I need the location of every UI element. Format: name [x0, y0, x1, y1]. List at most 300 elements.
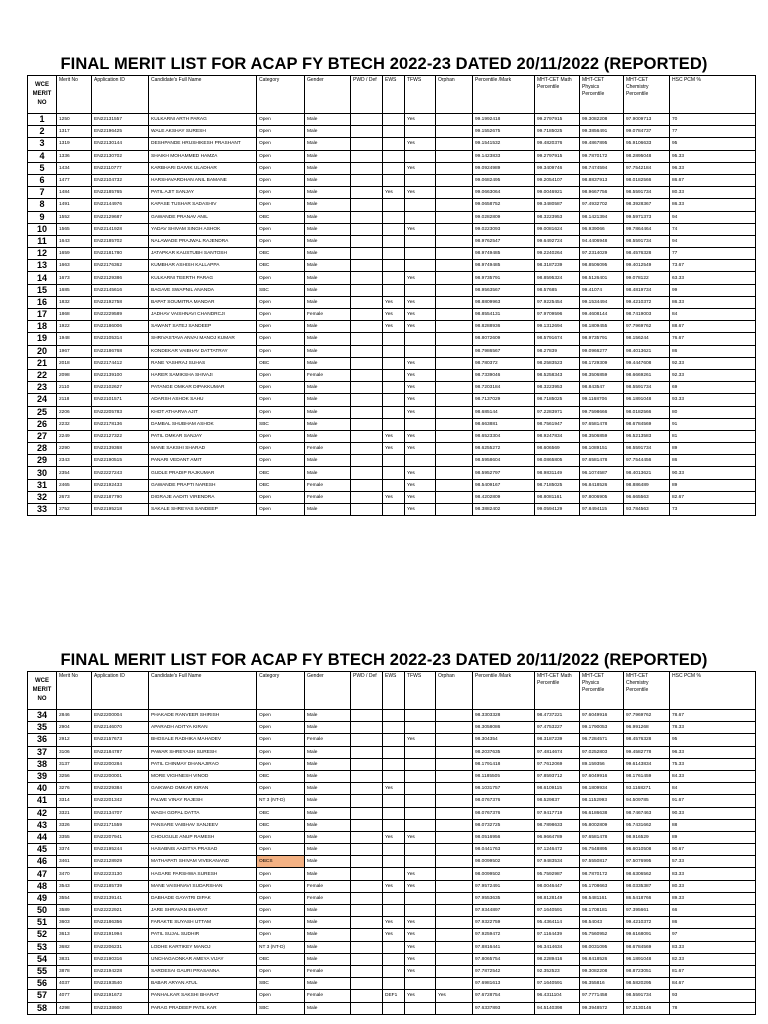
table-row [28, 406, 756, 418]
orphan-cell [436, 722, 473, 734]
tfws-cell [405, 235, 436, 247]
orphan-cell [436, 734, 473, 746]
pwd-cell [351, 491, 383, 503]
ews-cell [383, 807, 405, 819]
merit-no-cell: 3321 [57, 807, 92, 819]
chemistry-percentile-cell: 98.5591734 [624, 990, 670, 1002]
chemistry-percentile-cell: 97.7542184 [624, 162, 670, 174]
ews-cell [383, 199, 405, 211]
wce-merit-no-cell: 58 [28, 1002, 57, 1014]
category-cell: Open [257, 406, 305, 418]
math-percentile-cell: 97.1164439 [535, 929, 580, 941]
chemistry-percentile-cell: 98.5591734 [624, 443, 670, 455]
chemistry-percentile-cell: 99.4582778 [624, 746, 670, 758]
col-header-hsc: HSC PCM % [670, 76, 756, 114]
table-row [28, 758, 756, 770]
pwd-cell [351, 929, 383, 941]
tfws-cell: Yes [405, 138, 436, 150]
gender-cell: Male [305, 260, 351, 272]
wce-merit-no-cell: 18 [28, 321, 57, 333]
table-row [28, 333, 756, 345]
orphan-cell [436, 479, 473, 491]
math-percentile-cell: 96.4311104 [535, 990, 580, 1002]
orphan-cell [436, 467, 473, 479]
ews-cell [383, 174, 405, 186]
pwd-cell [351, 199, 383, 211]
application-id-cell: EN22223130 [92, 868, 149, 880]
category-cell: Open [257, 333, 305, 345]
pwd-cell [351, 430, 383, 442]
application-id-cell: EN22192758 [92, 296, 149, 308]
application-id-cell: EN22102627 [92, 382, 149, 394]
orphan-cell [436, 357, 473, 369]
pwd-cell [351, 978, 383, 990]
pwd-cell [351, 150, 383, 162]
pwd-cell [351, 722, 383, 734]
col-header-percentile: Percentile /Mark [473, 76, 535, 114]
name-cell: DABHADE GAYATRI DIPAK [149, 892, 257, 904]
tfws-cell [405, 783, 436, 795]
table-row [28, 309, 756, 321]
orphan-cell [436, 807, 473, 819]
application-id-cell: EN22200004 [92, 710, 149, 722]
percentile-cell: 98.0441763 [473, 844, 535, 856]
physics-percentile-cell: 97.6049916 [580, 710, 624, 722]
wce-merit-no-cell: 40 [28, 783, 57, 795]
name-cell: BAPAT SOUMITRA MANDAR [149, 296, 257, 308]
gender-cell: Male [305, 455, 351, 467]
application-id-cell: EN22191672 [92, 990, 149, 1002]
gender-cell: Male [305, 770, 351, 782]
name-cell: KULKARNI ARTH PARAG [149, 114, 257, 126]
tfws-cell [405, 844, 436, 856]
name-cell: APARADH ADITYA KIRAN [149, 722, 257, 734]
tfws-cell [405, 795, 436, 807]
pwd-cell [351, 138, 383, 150]
merit-no-cell: 3682 [57, 941, 92, 953]
ews-cell: DEF1 [383, 990, 405, 1002]
percentile-cell: 99.1552675 [473, 126, 535, 138]
col-header-math: MHT-CET Math Percentile [535, 76, 580, 114]
tfws-cell: Yes [405, 272, 436, 284]
gender-cell: Female [305, 491, 351, 503]
merit-no-cell: 1868 [57, 309, 92, 321]
chemistry-percentile-cell: 98.3928367 [624, 199, 670, 211]
col-header-physics: MHT-CET Physics Percentile [580, 672, 624, 710]
ews-cell [383, 248, 405, 260]
percentile-cell: 99.1992418 [473, 114, 535, 126]
table-row [28, 418, 756, 430]
gender-cell: Male [305, 1002, 351, 1014]
col-header-name: Candidate's Full Name [149, 76, 257, 114]
percentile-cell: 98.7986567 [473, 345, 535, 357]
physics-percentile-cell: 98.7474594 [580, 162, 624, 174]
percentile-cell: 98.663881 [473, 418, 535, 430]
gender-cell: Male [305, 953, 351, 965]
percentile-cell: 98.5409167 [473, 479, 535, 491]
ews-cell [383, 795, 405, 807]
math-percentile-cell: 98.9831149 [535, 467, 580, 479]
gender-cell: Female [305, 309, 351, 321]
chemistry-percentile-cell: 98.4819734 [624, 284, 670, 296]
gender-cell: Male [305, 211, 351, 223]
math-percentile-cell: 98.7898633 [535, 819, 580, 831]
percentile-cell: 97.9572491 [473, 880, 535, 892]
category-cell: Open [257, 309, 305, 321]
physics-percentile-cell: 99.1534494 [580, 296, 624, 308]
ews-cell [383, 126, 405, 138]
physics-percentile-cell: 97.8006905 [580, 491, 624, 503]
wce-merit-no-cell: 31 [28, 479, 57, 491]
hsc-cell: 88 [670, 819, 756, 831]
application-id-cell: EN22171559 [92, 819, 149, 831]
ews-cell: Yes [383, 880, 405, 892]
application-id-cell: EN22174412 [92, 357, 149, 369]
orphan-cell [436, 333, 473, 345]
orphan-cell [436, 929, 473, 941]
math-percentile-cell: 99.4820376 [535, 138, 580, 150]
tfws-cell: Yes [405, 406, 436, 418]
name-cell: HASABNIS AADITYA PRASAD [149, 844, 257, 856]
math-percentile-cell: 97.1640591 [535, 978, 580, 990]
gender-cell: Female [305, 734, 351, 746]
gender-cell: Male [305, 126, 351, 138]
chemistry-percentile-cell: 97.3130146 [624, 1002, 670, 1014]
col-header-wce-merit-no: WCE MERIT NO [28, 76, 57, 114]
hsc-cell: 89 [670, 443, 756, 455]
category-cell: SBC [257, 978, 305, 990]
merit-no-cell: 3613 [57, 929, 92, 941]
application-id-cell: EN22186356 [92, 917, 149, 929]
gender-cell: Male [305, 795, 351, 807]
hsc-cell: 57.33 [670, 856, 756, 868]
ews-cell: Yes [383, 296, 405, 308]
name-cell: HAGARE PARSHWA SURESH [149, 868, 257, 880]
math-percentile-cell: 98.7185025 [535, 394, 580, 406]
hsc-cell: 91 [670, 418, 756, 430]
chemistry-percentile-cell: 98.4013621 [624, 467, 670, 479]
orphan-cell [436, 953, 473, 965]
percentile-cell: 97.6337893 [473, 1002, 535, 1014]
physics-percentile-cell: 96.6186638 [580, 807, 624, 819]
ews-cell [383, 333, 405, 345]
math-percentile-cell: 97.4814674 [535, 746, 580, 758]
tfws-cell [405, 260, 436, 272]
table-row [28, 114, 756, 126]
name-cell: YADAV SHIVAM SINGH ASHOK [149, 223, 257, 235]
col-header-chemistry: MHT-CET Chemistry Percentile [624, 672, 670, 710]
orphan-cell [436, 187, 473, 199]
name-cell: SHRIVASTAVA ANVAI MANOJ KUMAR [149, 333, 257, 345]
tfws-cell [405, 211, 436, 223]
percentile-cell: 98.2037635 [473, 746, 535, 758]
wce-merit-no-cell: 33 [28, 504, 57, 516]
gender-cell: Female [305, 892, 351, 904]
pwd-cell [351, 406, 383, 418]
col-header-tfws: TFWS [405, 76, 436, 114]
ews-cell [383, 758, 405, 770]
tfws-cell: Yes [405, 430, 436, 442]
merit-no-cell: 3831 [57, 953, 92, 965]
application-id-cell: EN22195244 [92, 844, 149, 856]
wce-merit-no-cell: 20 [28, 345, 57, 357]
application-id-cell: EN22185702 [92, 235, 149, 247]
math-percentile-cell: 99.0046921 [535, 187, 580, 199]
pwd-cell [351, 260, 383, 272]
merit-no-cell: 1484 [57, 187, 92, 199]
hsc-cell: 80 [670, 406, 756, 418]
name-cell: KONDEKAR VAIBHAV DATTATRAY [149, 345, 257, 357]
merit-no-cell: 1967 [57, 345, 92, 357]
tfws-cell: Yes [405, 479, 436, 491]
chemistry-percentile-cell: 95.7431662 [624, 819, 670, 831]
chemistry-percentile-cell: 98.0182566 [624, 406, 670, 418]
gender-cell: Female [305, 443, 351, 455]
table-row [28, 856, 756, 868]
hsc-cell: 86 [670, 455, 756, 467]
percentile-cell: 98.4202809 [473, 491, 535, 503]
merit-no-cell: 4298 [57, 1002, 92, 1014]
orphan-cell [436, 892, 473, 904]
application-id-cell: EN22185765 [92, 187, 149, 199]
table-row [28, 284, 756, 296]
orphan-cell [436, 382, 473, 394]
pwd-cell [351, 734, 383, 746]
wce-merit-no-cell: 52 [28, 929, 57, 941]
ews-cell [383, 905, 405, 917]
physics-percentile-cell: 97.0252803 [580, 746, 624, 758]
math-percentile-cell: 96.3414634 [535, 941, 580, 953]
wce-merit-no-cell: 41 [28, 795, 57, 807]
wce-merit-no-cell: 16 [28, 296, 57, 308]
name-cell: DESHPANDE HRUSHIKESH PRASHANT [149, 138, 257, 150]
math-percentile-cell: 98.3223953 [535, 382, 580, 394]
merit-no-cell: 1477 [57, 174, 92, 186]
hsc-cell: 63.33 [670, 272, 756, 284]
name-cell: HARER SAMIKSHA SHIVAJI [149, 369, 257, 381]
pwd-cell [351, 418, 383, 430]
category-cell: OBCS [257, 856, 305, 868]
table-row [28, 710, 756, 722]
name-cell: BABAR ARYAN ATUL [149, 978, 257, 990]
orphan-cell [436, 746, 473, 758]
tfws-cell: Yes [405, 734, 436, 746]
pwd-cell [351, 758, 383, 770]
table-row [28, 807, 756, 819]
wce-merit-no-cell: 27 [28, 430, 57, 442]
merit-no-cell: 3603 [57, 917, 92, 929]
orphan-cell [436, 406, 473, 418]
application-id-cell: EN22129386 [92, 272, 149, 284]
pwd-cell [351, 296, 383, 308]
merit-no-cell: 1659 [57, 248, 92, 260]
name-cell: WALE AKSHAY SURESH [149, 126, 257, 138]
pwd-cell [351, 941, 383, 953]
tfws-cell: Yes [405, 965, 436, 977]
chemistry-percentile-cell: 98.7467463 [624, 807, 670, 819]
merit-no-cell: 3106 [57, 746, 92, 758]
orphan-cell [436, 455, 473, 467]
pwd-cell [351, 394, 383, 406]
table-row [28, 223, 756, 235]
tfws-cell [405, 722, 436, 734]
percentile-cell: 98.8809963 [473, 296, 535, 308]
hsc-cell: 86.33 [670, 199, 756, 211]
table-row [28, 722, 756, 734]
pwd-cell [351, 443, 383, 455]
ews-cell [383, 369, 405, 381]
hsc-cell: 84.33 [670, 770, 756, 782]
physics-percentile-cell: 99.4608144 [580, 309, 624, 321]
name-cell: UNCHAGAONKAR AMEYA VIJAY [149, 953, 257, 965]
merit-no-cell: 3355 [57, 831, 92, 843]
percentile-cell: 98.5952797 [473, 467, 535, 479]
table-row [28, 272, 756, 284]
chemistry-percentile-cell: 98.4576328 [624, 734, 670, 746]
table-row [28, 978, 756, 990]
category-cell: SBC [257, 1002, 305, 1014]
table-row [28, 941, 756, 953]
chemistry-percentile-cell: 96.665563 [624, 491, 670, 503]
application-id-cell: EN22229589 [92, 309, 149, 321]
category-cell: Open [257, 138, 305, 150]
tfws-cell [405, 819, 436, 831]
physics-percentile-cell: 99.3948572 [580, 1002, 624, 1014]
table-row [28, 868, 756, 880]
hsc-cell: 77 [670, 126, 756, 138]
name-cell: SAWANT SATEJ SANDEEP [149, 321, 257, 333]
physics-percentile-cell: 97.6581478 [580, 418, 624, 430]
tfws-cell: Yes [405, 491, 436, 503]
percentile-cell: 98.6255272 [473, 443, 535, 455]
percentile-cell: 98.0732725 [473, 819, 535, 831]
pwd-cell [351, 990, 383, 1002]
tfws-cell: Yes [405, 321, 436, 333]
hsc-cell: 69 [670, 382, 756, 394]
merit-no-cell: 1491 [57, 199, 92, 211]
orphan-cell [436, 880, 473, 892]
name-cell: MORE VIGHNESH VINOD [149, 770, 257, 782]
gender-cell: Male [305, 917, 351, 929]
application-id-cell: EN22200284 [92, 758, 149, 770]
category-cell: OBC [257, 770, 305, 782]
wce-merit-no-cell: 42 [28, 807, 57, 819]
wce-merit-no-cell: 35 [28, 722, 57, 734]
col-header-math: MHT-CET Math Percentile [535, 672, 580, 710]
gender-cell: Male [305, 394, 351, 406]
wce-merit-no-cell: 48 [28, 880, 57, 892]
col-header-pwd: PWD / Def [351, 76, 383, 114]
pwd-cell [351, 831, 383, 843]
orphan-cell [436, 430, 473, 442]
col-header-merit-no: Merit No [57, 672, 92, 710]
merit-no-cell: 1317 [57, 126, 92, 138]
hsc-cell: 86 [670, 917, 756, 929]
application-id-cell: EN22193540 [92, 978, 149, 990]
orphan-cell [436, 248, 473, 260]
col-header-application-id: Application ID [92, 76, 149, 114]
percentile-cell: 99.0282809 [473, 211, 535, 223]
col-header-orphan: Orphan [436, 672, 473, 710]
pwd-cell [351, 211, 383, 223]
orphan-cell [436, 1002, 473, 1014]
wce-merit-no-cell: 43 [28, 819, 57, 831]
chemistry-percentile-cell: 98.2895048 [624, 150, 670, 162]
application-id-cell: EN22191994 [92, 929, 149, 941]
gender-cell: Male [305, 856, 351, 868]
chemistry-percentile-cell: 98.6669261 [624, 369, 670, 381]
merit-no-cell: 3256 [57, 770, 92, 782]
application-id-cell: EN22127322 [92, 430, 149, 442]
table-row [28, 770, 756, 782]
category-cell: Open [257, 199, 305, 211]
hsc-cell: 94 [670, 235, 756, 247]
orphan-cell [436, 418, 473, 430]
name-cell: BAGAVE SWAPNIL ANANDA [149, 284, 257, 296]
physics-percentile-cell: 99.3082208 [580, 965, 624, 977]
wce-merit-no-cell: 9 [28, 211, 57, 223]
hsc-cell: 66 [670, 905, 756, 917]
wce-merit-no-cell: 57 [28, 990, 57, 1002]
chemistry-percentile-cell: 98.5820295 [624, 978, 670, 990]
orphan-cell: Yes [436, 990, 473, 1002]
application-id-cell: EN22141928 [92, 223, 149, 235]
math-percentile-cell: 97.9225454 [535, 296, 580, 308]
hsc-cell: 80.33 [670, 880, 756, 892]
physics-percentile-cell: 98.8837913 [580, 174, 624, 186]
math-percentile-cell: 92.352523 [535, 965, 580, 977]
gender-cell: Male [305, 831, 351, 843]
math-percentile-cell: 98.8128149 [535, 892, 580, 904]
hsc-cell: 81 [670, 430, 756, 442]
hsc-cell: 93 [670, 990, 756, 1002]
chemistry-percentile-cell: 97.7544456 [624, 455, 670, 467]
col-header-ews: EWS [383, 672, 405, 710]
application-id-cell: EN22185739 [92, 880, 149, 892]
physics-percentile-cell: 98.1809934 [580, 783, 624, 795]
name-cell: KULKARNI TEERTH PARAG [149, 272, 257, 284]
name-cell: PARAG PRADEEP PATIL KAR [149, 1002, 257, 1014]
percentile-cell: 97.8065754 [473, 953, 535, 965]
wce-merit-no-cell: 8 [28, 199, 57, 211]
merit-no-cell: 1922 [57, 321, 92, 333]
hsc-cell: 89 [670, 479, 756, 491]
tfws-cell: Yes [405, 187, 436, 199]
orphan-cell [436, 758, 473, 770]
tfws-cell [405, 758, 436, 770]
physics-percentile-cell: 97.6049916 [580, 770, 624, 782]
application-id-cell: EN22186006 [92, 321, 149, 333]
category-cell: Open [257, 455, 305, 467]
tfws-cell: Yes [405, 831, 436, 843]
pwd-cell [351, 953, 383, 965]
percentile-cell: 98.1031757 [473, 783, 535, 795]
category-cell: SBC [257, 418, 305, 430]
orphan-cell [436, 211, 473, 223]
tfws-cell [405, 150, 436, 162]
ews-cell [383, 856, 405, 868]
chemistry-percentile-cell: 99.6168091 [624, 929, 670, 941]
gender-cell: Male [305, 844, 351, 856]
physics-percentile-cell: 96.355816 [580, 978, 624, 990]
pwd-cell [351, 880, 383, 892]
physics-percentile-cell: 98.9735791 [580, 333, 624, 345]
application-id-cell: EN22205783 [92, 406, 149, 418]
wce-merit-no-cell: 6 [28, 174, 57, 186]
percentile-cell: 98.5958604 [473, 455, 535, 467]
chemistry-percentile-cell: 98.0182566 [624, 174, 670, 186]
wce-merit-no-cell: 4 [28, 150, 57, 162]
